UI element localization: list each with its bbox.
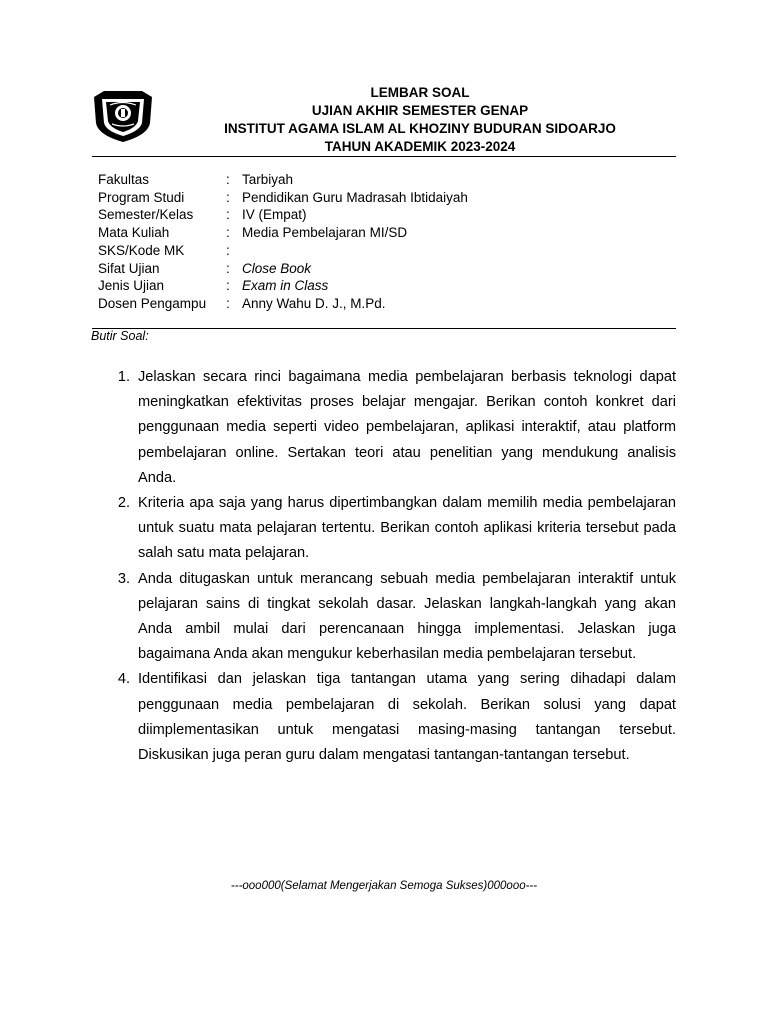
info-label: SKS/Kode MK	[98, 242, 185, 258]
info-row	[98, 171, 468, 189]
info-divider	[92, 328, 676, 329]
info-label: Semester/Kelas	[98, 207, 194, 223]
info-value: Media Pembelajaran MI/SD	[242, 225, 408, 241]
info-value: Close Book	[242, 260, 312, 276]
info-label: Jenis Ujian	[98, 278, 165, 294]
info-row	[98, 206, 468, 224]
info-separator: :	[226, 242, 230, 258]
info-label: Program Studi	[98, 189, 185, 205]
question-text: Jelaskan secara rinci bagaimana media pembelajaran berbasis teknologi dapat meningkatkan efektivitas proses belajar mengajar. Berikan contoh konkret dari penggunaan media seperti video pembelajaran, aplikasi interaktif, atau platform pembelajaran online. Sertakan teori atau penelitian yang mendukung analisis Anda.	[138, 369, 676, 486]
questions-label: Butir Soal:	[91, 329, 149, 343]
header-exam-name: UJIAN AKHIR SEMESTER GENAP	[311, 103, 529, 118]
question-number: 2.	[117, 495, 130, 512]
question-text: Anda ditugaskan untuk merancang sebuah media pembelajaran interaktif untuk pelajaran sains di tingkat sekolah dasar. Jelaskan langkah-langkah yang akan Anda ambil mulai dari perencanaan hingga implementasi. Jelaskan juga bagaimana Anda akan mengukur keberhasilan media pembelajaran tersebut.	[138, 570, 676, 663]
header-divider	[92, 156, 676, 157]
info-separator: :	[226, 189, 230, 205]
info-value: Tarbiyah	[242, 172, 294, 187]
info-value: Anny Wahu D. J., M.Pd.	[242, 295, 386, 311]
info-value: Pendidikan Guru Madrasah Ibtidaiyah	[242, 189, 468, 205]
institution-logo-icon	[90, 87, 156, 143]
header-academic-year: TAHUN AKADEMIK 2023-2024	[324, 139, 516, 154]
info-value	[242, 242, 468, 260]
question-list	[108, 365, 676, 768]
info-row	[98, 189, 468, 207]
question-text: Identifikasi dan jelaskan tiga tantangan utama yang sering dihadapi dalam penggunaan media pembelajaran di sekolah. Berikan solusi yang dapat diimplementasikan untuk mengatasi masing-masing tantangan tersebut. Diskusikan juga peran guru dalam mengatasi tantangan-tantangan tersebut.	[138, 671, 676, 764]
question-item	[108, 667, 676, 768]
question-item	[108, 491, 676, 567]
info-value: Exam in Class	[242, 278, 329, 294]
info-separator: :	[226, 278, 230, 294]
info-separator: :	[226, 295, 230, 311]
question-number: 4.	[117, 671, 130, 688]
info-label: Dosen Pengampu	[98, 295, 207, 311]
question-text: Kriteria apa saja yang harus dipertimbangkan dalam memilih media pembelajaran untuk suatu mata pelajaran tertentu. Berikan contoh aplikasi kriteria tersebut pada salah satu mata pelajaran.	[138, 495, 676, 562]
info-row	[98, 277, 468, 295]
question-item	[108, 567, 676, 668]
info-row	[98, 260, 468, 278]
question-number: 3.	[117, 570, 130, 587]
info-separator: :	[226, 225, 230, 241]
question-item	[108, 365, 676, 491]
info-row	[98, 242, 468, 260]
question-number: 1.	[117, 369, 130, 385]
info-separator: :	[226, 207, 230, 223]
exam-info-table	[98, 171, 468, 313]
info-separator: :	[226, 260, 230, 276]
info-row	[98, 295, 468, 313]
exam-header	[170, 84, 670, 156]
footer-note: ---ooo000(Selamat Mengerjakan Semoga Sukses)000ooo---	[230, 880, 538, 892]
info-label: Sifat Ujian	[98, 260, 160, 276]
info-label: Mata Kuliah	[98, 225, 170, 241]
header-title: LEMBAR SOAL	[370, 85, 470, 100]
info-label: Fakultas	[98, 172, 150, 187]
info-value: IV (Empat)	[242, 207, 307, 223]
info-row	[98, 224, 468, 242]
info-separator: :	[226, 172, 230, 187]
header-institution: INSTITUT AGAMA ISLAM AL KHOZINY BUDURAN SIDOARJO	[224, 121, 616, 136]
